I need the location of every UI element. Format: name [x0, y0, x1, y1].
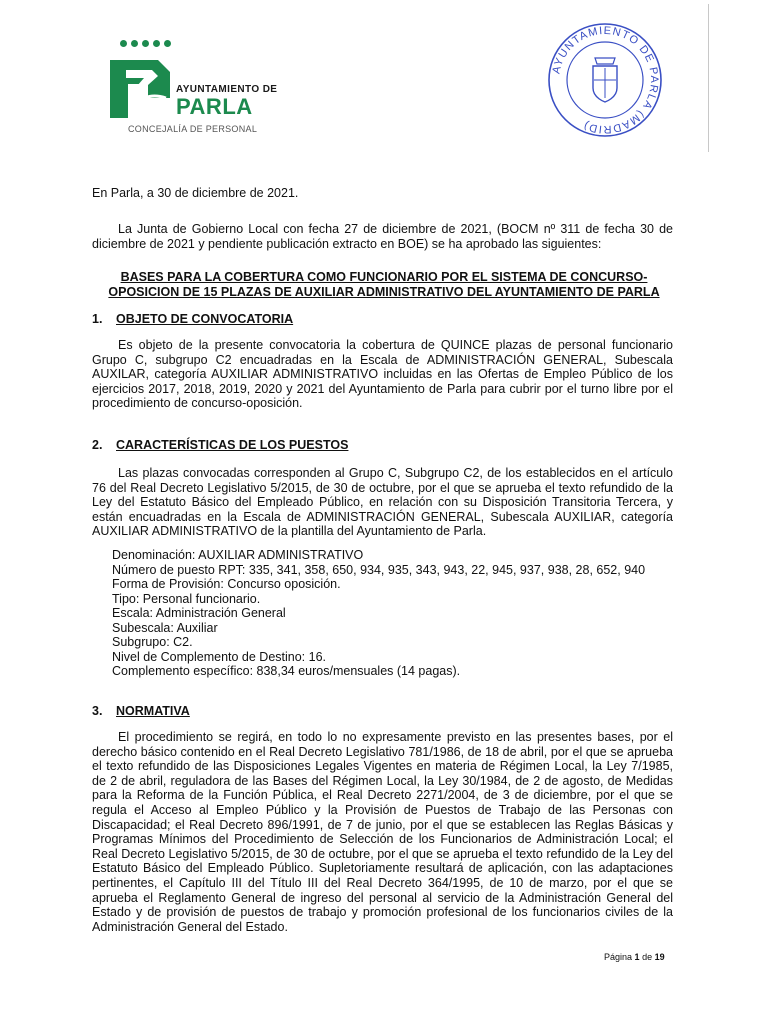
section-2-heading: [92, 438, 673, 453]
position-details-list: [112, 548, 672, 679]
logo-city-text: PARLA: [176, 94, 253, 119]
date-line: En Parla, a 30 de diciembre de 2021.: [92, 186, 299, 200]
page-edge-divider: [708, 4, 709, 152]
logo-department-text: CONCEJALÍA DE PERSONAL: [128, 124, 258, 134]
section-2-body: Las plazas convocadas corresponden al Grupo C, Subgrupo C2, de los establecidos en el artículo 76 del Real Decreto Legislativo 5/2015, de 30 de octubre, por el que se aprueba el texto refundido de la Ley del Estatuto Básico del Empleado Público, en relación con su Disposición Transitoria Tercera, y están encuadradas en la Escala de ADMINISTRACIÓN GENERAL, Subescala AUXILIAR, categoría AUXILIAR ADMINISTRATIVO de la plantilla del Ayuntamiento de Parla.: [92, 466, 673, 539]
section-1-body: Es objeto de la presente convocatoria la cobertura de QUINCE plazas de personal funcionario Grupo C, subgrupo C2 encuadradas en la Escala de ADMINISTRACIÓN GENERAL, Subescala AUXILAR, categoría AUXILIAR ADMINISTRATIVO incluidas en las Ofertas de Empleo Público de los ejercicios 2017, 2018, 2019, 2020 y 2021 del Ayuntamiento de Parla para cubrir por el turno libre por el procedimiento de concurso-oposición.: [92, 338, 673, 411]
section-3-body: El procedimiento se regirá, en todo lo no expresamente previsto en las presentes bases, por el derecho básico contenido en el Real Decreto Legislativo 781/1986, de 18 de abril, por el que se aprueba el texto refundido de las Disposiciones Legales Vigentes en materia de Régimen Local, la Ley 7/1985, de 2 de abril, reguladora de las Bases del Régimen Local, la Ley 30/1984, de 2 de agosto, de Medidas para la Reforma de la Función Pública, el Real Decreto 2271/2004, de 3 de diciembre, por el que se regula el Acceso al Empleo Público y la Provisión de Puestos de Trabajo de las Personas con Discapacidad; el Real Decreto 896/1991, de 7 de junio, por el que se establecen las Reglas Básicas y Programas Mínimos del Procedimiento de Selección de los Funcionarios de Administración Local; el Real Decreto Legislativo 5/2015, de 30 de octubre, por el que se aprueba el texto refundido de la Ley del Estatuto Básico del Empleado Público. Supletoriamente resultará de aplicación, con las adaptaciones pertinentes, el Capítulo III del Título III del Real Decreto 364/1995, de 10 de marzo, por el que se aprueba el Reglamento General de ingreso del personal al servicio de la Administración General del Estado y de provisión de puestos de trabajo y promoción profesional de los funcionarios civiles de la Administración General del Estado.: [92, 730, 673, 934]
section-1-heading: [92, 312, 673, 327]
ayuntamiento-logo: [108, 40, 278, 140]
section-3-heading: [92, 704, 673, 719]
list-item: Forma de Provisión: Concurso oposición.: [112, 577, 341, 591]
logo-dots: [120, 40, 171, 47]
list-item: Complemento específico: 838,34 euros/mensuales (14 pagas).: [112, 664, 461, 678]
page-label: Página: [604, 952, 633, 962]
parla-emblem-icon: [108, 54, 172, 120]
of-label: de: [642, 952, 653, 962]
section-number: 2.: [92, 438, 103, 452]
current-page: 1: [634, 952, 640, 962]
list-item: Subgrupo: C2.: [112, 635, 193, 649]
list-item: Tipo: Personal funcionario.: [112, 591, 261, 606]
page-number-footer: [604, 952, 665, 962]
section-title: NORMATIVA: [116, 704, 190, 718]
list-item: Nivel de Complemento de Destino: 16.: [112, 649, 327, 664]
list-item: Denominación: AUXILIAR ADMINISTRATIVO: [112, 548, 364, 562]
coat-of-arms-icon: [593, 58, 617, 102]
official-stamp: [547, 22, 663, 138]
section-title: CARACTERÍSTICAS DE LOS PUESTOS: [116, 438, 349, 452]
intro-paragraph: La Junta de Gobierno Local con fecha 27 de diciembre de 2021, (BOCM nº 311 de fecha 30 de diciembre de 2021 y pendiente publicación extracto en BOE) se ha aprobado las siguientes:: [92, 222, 673, 251]
list-item: Escala: Administración General: [112, 606, 286, 620]
section-number: 1.: [92, 312, 103, 326]
document-title: BASES PARA LA COBERTURA COMO FUNCIONARIO POR EL SISTEMA DE CONCURSO-OPOSICION DE 15 PLAZAS DE AUXILIAR ADMINISTRATIVO DEL AYUNTAMIENTO DE PARLA: [108, 270, 660, 299]
logo-name-text: AYUNTAMIENTO DE: [176, 84, 278, 95]
section-title: OBJETO DE CONVOCATORIA: [116, 312, 294, 326]
list-item: Número de puesto RPT: 335, 341, 358, 650, 934, 935, 343, 943, 22, 945, 937, 938, 28, 652, 940: [112, 562, 646, 577]
stamp-text: AYUNTAMIENTO DE PARLA (MADRID): [550, 24, 661, 136]
section-number: 3.: [92, 704, 103, 718]
total-pages: 19: [654, 952, 665, 962]
list-item: Subescala: Auxiliar: [112, 620, 218, 635]
